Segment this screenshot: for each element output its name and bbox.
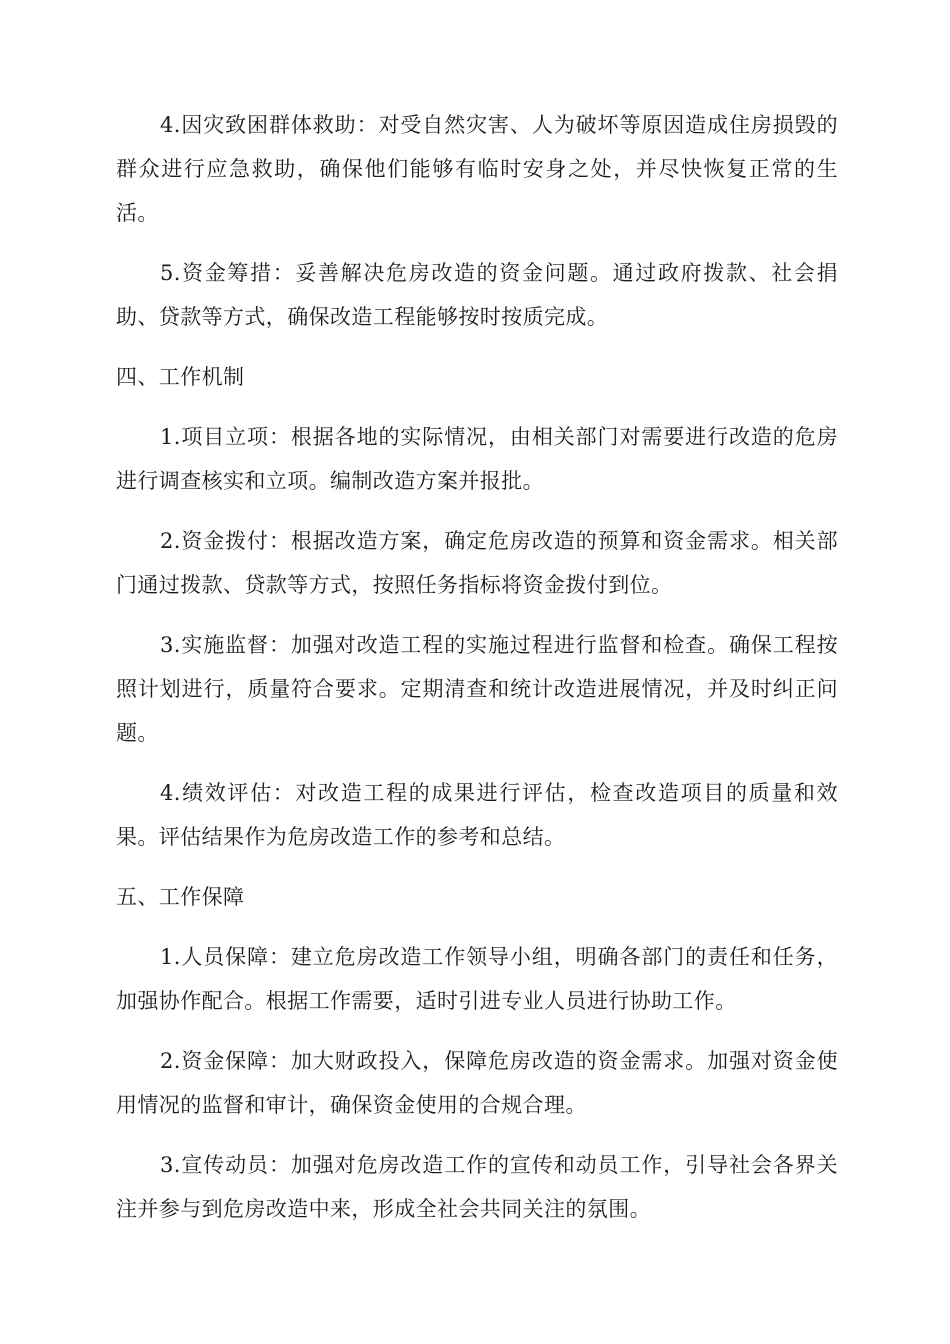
paragraph-supervision: 3.实施监督：加强对改造工程的实施过程进行监督和检查。确保工程按照计划进行，质量符合要求。定期清查和统计改造进展情况，并及时纠正问题。: [116, 633, 838, 745]
section-heading-work-guarantee: 五、工作保障: [116, 885, 245, 909]
section-heading-work-mechanism: 四、工作机制: [116, 365, 245, 389]
paragraph-disaster-relief: 4.因灾致困群体救助：对受自然灾害、人为破坏等原因造成住房损毁的群众进行应急救助，确保他们能够有临时安身之处，并尽快恢复正常的生活。: [116, 113, 838, 225]
paragraph-personnel-guarantee: 1.人员保障：建立危房改造工作领导小组，明确各部门的责任和任务，加强协作配合。根据工作需要，适时引进专业人员进行协助工作。: [116, 945, 838, 1013]
paragraph-fund-guarantee: 2.资金保障：加大财政投入，保障危房改造的资金需求。加强对资金使用情况的监督和审计，确保资金使用的合规合理。: [116, 1049, 838, 1117]
paragraph-fund-allocation: 2.资金拨付：根据改造方案，确定危房改造的预算和资金需求。相关部门通过拨款、贷款等方式，按照任务指标将资金拨付到位。: [116, 529, 838, 597]
document-body: [116, 103, 838, 1247]
paragraph-performance-evaluation: 4.绩效评估：对改造工程的成果进行评估，检查改造项目的质量和效果。评估结果作为危房改造工作的参考和总结。: [116, 781, 838, 849]
paragraph-fund-raising: 5.资金筹措：妥善解决危房改造的资金问题。通过政府拨款、社会捐助、贷款等方式，确保改造工程能够按时按质完成。: [116, 261, 838, 329]
paragraph-publicity: 3.宣传动员：加强对危房改造工作的宣传和动员工作，引导社会各界关注并参与到危房改造中来，形成全社会共同关注的氛围。: [116, 1153, 838, 1221]
paragraph-project-approval: 1.项目立项：根据各地的实际情况，由相关部门对需要进行改造的危房进行调查核实和立项。编制改造方案并报批。: [116, 425, 838, 493]
